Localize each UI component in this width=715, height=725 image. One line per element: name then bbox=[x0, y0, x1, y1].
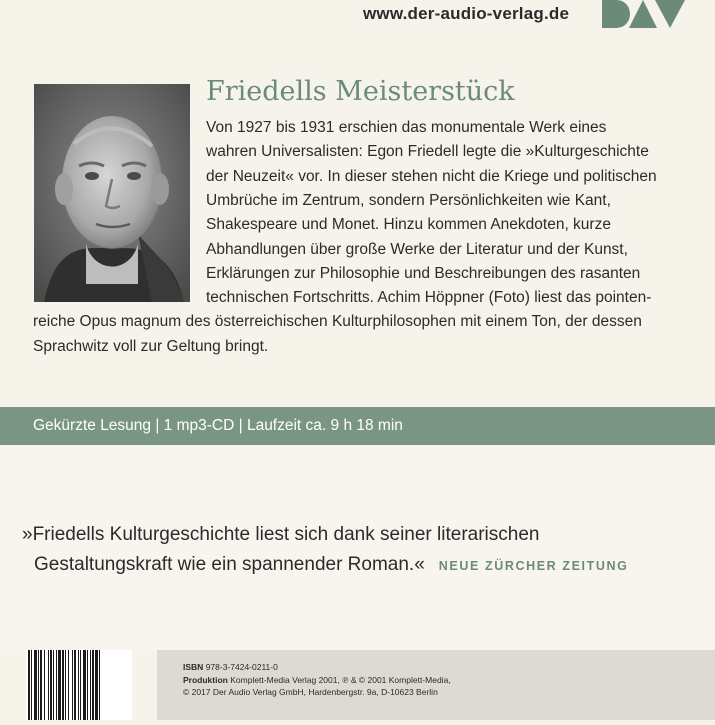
description-line: Sprachwitz voll zur Geltung bringt. bbox=[33, 337, 269, 355]
barcode-bar bbox=[99, 650, 100, 720]
barcode-bar bbox=[92, 650, 94, 720]
description-line: technischen Fortschritts. Achim Höppner (Foto) liest das pointen- bbox=[206, 289, 652, 307]
quote-line-2: Gestaltungskraft wie ein spannender Roman.« bbox=[34, 554, 425, 575]
barcode-bar bbox=[44, 650, 45, 720]
description-line: der Neuzeit« vor. In dieser stehen nicht die Kriege und politischen bbox=[206, 167, 657, 185]
isbn-value: 978-3-7424-0211-0 bbox=[205, 662, 278, 672]
barcode-bar bbox=[62, 650, 64, 720]
logo-letter-a bbox=[629, 0, 657, 28]
barcode-bar bbox=[65, 650, 66, 720]
quote-line-2-wrapper bbox=[22, 550, 628, 581]
barcode-bar bbox=[48, 650, 49, 720]
description-line: wahren Universalisten: Egon Friedell legte die »Kulturgeschichte bbox=[206, 143, 649, 161]
description-line: Shakespeare und Monet. Hinzu kommen Anekdoten, kurze bbox=[206, 216, 611, 234]
isbn-row bbox=[183, 661, 451, 674]
description-line: Umbrüche im Zentrum, sondern Persönlichkeiten wie Kant, bbox=[206, 191, 611, 209]
description-line: Abhandlungen über große Werke der Literatur und der Kunst, bbox=[206, 240, 628, 258]
description-line: Von 1927 bis 1931 erschien das monumentale Werk eines bbox=[206, 119, 607, 136]
website-url[interactable]: www.der-audio-verlag.de bbox=[363, 4, 570, 23]
barcode-bar bbox=[58, 650, 61, 720]
barcode-bar bbox=[74, 650, 76, 720]
production-label: Produktion bbox=[183, 674, 228, 685]
barcode-bar bbox=[95, 650, 98, 720]
barcode-bar bbox=[31, 650, 32, 720]
description-line: Erklärungen zur Philosophie und Beschreibungen des rasanten bbox=[206, 264, 641, 282]
production-value: Komplett-Media Verlag 2001, ℗ & © 2001 Komplett-Media, bbox=[230, 674, 451, 685]
barcode-bar bbox=[40, 650, 42, 720]
quote-line-1: »Friedells Kulturgeschichte liest sich dank seiner literarischen bbox=[22, 524, 540, 545]
barcode-bar bbox=[87, 650, 88, 720]
production-row bbox=[183, 674, 451, 687]
barcode-bar bbox=[83, 650, 86, 720]
barcode-bar bbox=[72, 650, 73, 720]
barcode-bar bbox=[90, 650, 91, 720]
barcode-bar bbox=[80, 650, 81, 720]
book-title: Friedells Meisterstück bbox=[206, 76, 515, 107]
barcode-bar bbox=[68, 650, 69, 720]
barcode-bar bbox=[28, 650, 30, 720]
isbn-label: ISBN bbox=[183, 662, 204, 672]
barcode-bar bbox=[50, 650, 52, 720]
description-line: reiche Opus magnum des österreichischen Kulturphilosophen mit einem Ton, der dessen bbox=[33, 313, 642, 331]
barcode bbox=[26, 650, 132, 720]
product-meta bbox=[183, 661, 451, 699]
author-portrait bbox=[34, 84, 190, 302]
barcode-bar bbox=[34, 650, 37, 720]
logo-letter-d bbox=[602, 0, 630, 28]
quote-source: NEUE ZÜRCHER ZEITUNG bbox=[438, 559, 629, 573]
barcode-bar bbox=[53, 650, 54, 720]
dav-logo bbox=[600, 0, 686, 28]
barcode-bar bbox=[56, 650, 57, 720]
logo-letter-v bbox=[655, 0, 685, 28]
press-quote bbox=[22, 520, 628, 581]
barcode-bar bbox=[78, 650, 79, 720]
info-bar-text: Gekürzte Lesung | 1 mp3-CD | Laufzeit ca. 9 h 18 min bbox=[33, 417, 403, 434]
barcode-bar bbox=[38, 650, 39, 720]
copyright-row: © 2017 Der Audio Verlag GmbH, Hardenbergstr. 9a, D-10623 Berlin bbox=[183, 687, 438, 697]
